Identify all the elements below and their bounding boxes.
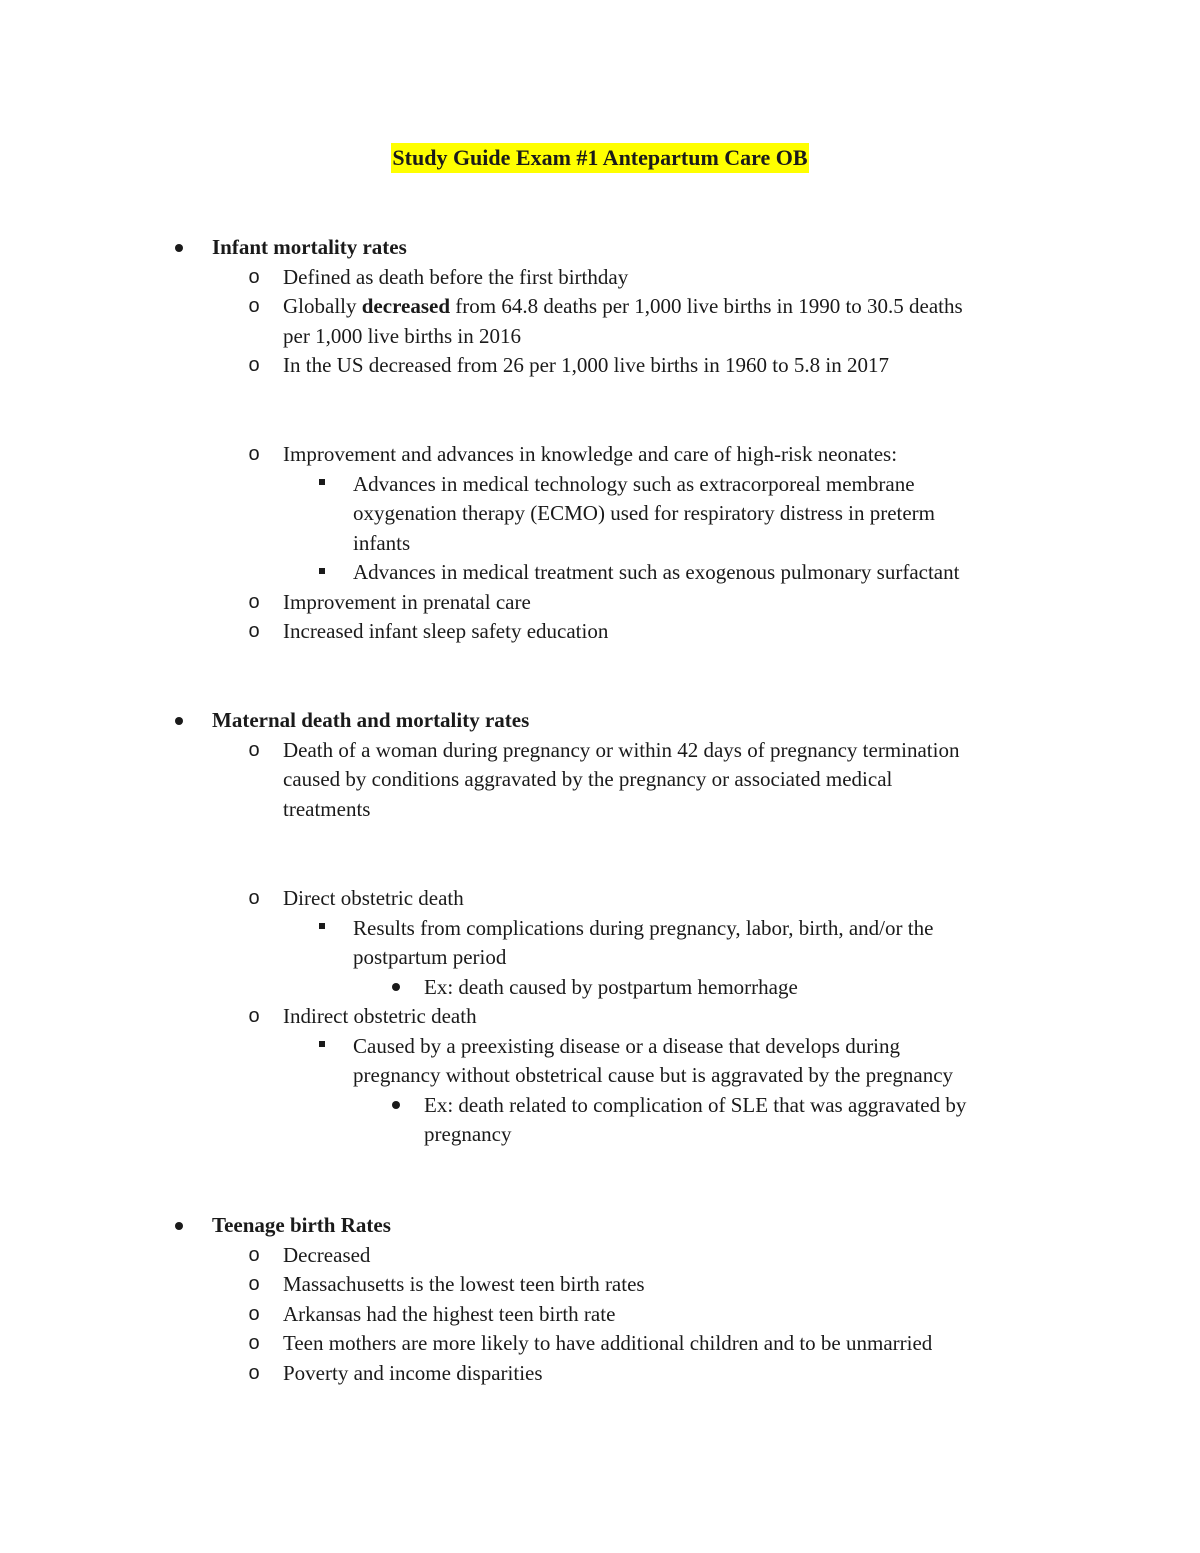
list-item-text: Massachusetts is the lowest teen birth rates (283, 1272, 645, 1296)
bullet-square-icon (314, 558, 330, 588)
bullet-square-icon (314, 914, 330, 944)
text-segment: Advances in medical technology such as extracorporeal membrane (353, 471, 915, 496)
bullet-o-icon: o (248, 1302, 260, 1325)
list-item (0, 617, 1200, 647)
list-item-text: Improvement in prenatal care (283, 589, 531, 614)
bullet-o-icon: o (248, 1361, 260, 1384)
section-heading: Maternal death and mortality rates (212, 708, 530, 732)
list-item-text (283, 292, 1053, 351)
title-container (0, 143, 1200, 174)
list-item (0, 1091, 1200, 1150)
list-item (0, 1032, 1200, 1091)
list-item-text (353, 470, 1053, 559)
bullet-dot-icon (170, 233, 188, 263)
bullet-o-icon: o (248, 620, 260, 642)
list-item (0, 1329, 1200, 1359)
list-item-text (283, 736, 1053, 825)
text-segment: caused by conditions aggravated by the pregnancy or associated medical (283, 767, 893, 791)
text-segment: Caused by a preexisting disease or a disease that develops during (353, 1033, 901, 1058)
list-item (0, 233, 1200, 263)
list-item (0, 1359, 1200, 1389)
bullet-o-icon: o (248, 1005, 260, 1027)
list-item-text: Arkansas had the highest teen birth rate (283, 1301, 616, 1326)
list-item (0, 1241, 1200, 1271)
bullet-o-icon: o (248, 354, 260, 376)
list-item (0, 351, 1200, 381)
section-heading: Teenage birth Rates (212, 1213, 391, 1237)
list-item-text (353, 1032, 1053, 1091)
bullet-o-icon: o (248, 1332, 260, 1354)
list-item (0, 1002, 1200, 1032)
bullet-dot-icon (170, 1211, 188, 1241)
list-item-text: Teen mothers are more likely to have additional children and to be unmarried (283, 1331, 933, 1355)
bullet-dot-icon (170, 706, 188, 736)
list-item (0, 1270, 1200, 1300)
list-item (0, 440, 1200, 470)
bullet-o-icon: o (248, 443, 260, 465)
bullet-o-icon: o (248, 887, 260, 909)
bullet-o-icon: o (248, 295, 260, 317)
text-segment: Results from complications during pregnancy, labor, birth, and/or the (353, 915, 934, 940)
bullet-o-icon: o (248, 1273, 260, 1295)
list-item (0, 588, 1200, 618)
section-heading: Infant mortality rates (212, 235, 407, 259)
list-item-text: Direct obstetric death (283, 886, 464, 910)
list-item-text (424, 1091, 1054, 1150)
list-item (0, 706, 1200, 736)
list-item-text: Improvement and advances in knowledge and care of high-risk neonates: (283, 442, 898, 466)
text-segment: Ex: death related to complication of SLE that was aggravated by (424, 1092, 967, 1117)
text-segment: per 1,000 live births in 2016 (283, 323, 521, 348)
bullet-dot-icon (388, 1091, 404, 1121)
bullet-o-icon: o (248, 1243, 260, 1266)
text-segment: treatments (283, 796, 371, 821)
text-segment: Globally (283, 294, 362, 318)
list-item-text: Defined as death before the first birthday (283, 264, 629, 289)
text-segment: infants (353, 530, 411, 555)
bullet-square-icon (314, 1032, 330, 1062)
list-item-text: Poverty and income disparities (283, 1360, 543, 1385)
bullet-dot-icon (388, 973, 404, 1003)
list-item (0, 1211, 1200, 1241)
text-segment: pregnancy (424, 1122, 512, 1146)
page-title: Study Guide Exam #1 Antepartum Care OB (391, 143, 808, 173)
section-infant-mortality (0, 233, 1200, 381)
list-item-text: Indirect obstetric death (283, 1004, 477, 1028)
list-item-text (353, 914, 1053, 973)
list-item (0, 558, 1200, 588)
list-item (0, 884, 1200, 914)
list-item-text: Decreased (283, 1242, 371, 1267)
section-maternal-mortality (0, 706, 1200, 824)
list-item-text: In the US decreased from 26 per 1,000 live births in 1960 to 5.8 in 2017 (283, 353, 889, 377)
bullet-o-icon: o (248, 265, 260, 288)
bullet-square-icon (314, 470, 330, 500)
list-item (0, 736, 1200, 825)
text-segment: pregnancy without obstetrical cause but is aggravated by the pregnancy (353, 1063, 954, 1087)
section-infant-improvements (0, 440, 1200, 647)
bullet-o-icon: o (248, 738, 260, 761)
list-item-text: Advances in medical treatment such as exogenous pulmonary surfactant (353, 560, 960, 584)
text-segment: oxygenation therapy (ECMO) used for respiratory distress in preterm (353, 501, 936, 525)
emphasis-text: decreased (361, 294, 451, 318)
section-maternal-types (0, 884, 1200, 1150)
list-item (0, 292, 1200, 351)
list-item-text: Increased infant sleep safety education (283, 619, 609, 643)
list-item (0, 1300, 1200, 1330)
section-teenage-birth (0, 1211, 1200, 1388)
bullet-o-icon: o (248, 590, 260, 613)
list-item (0, 973, 1200, 1003)
text-segment: postpartum period (353, 945, 507, 969)
list-item (0, 263, 1200, 293)
list-item-text: Ex: death caused by postpartum hemorrhage (424, 974, 798, 999)
text-segment: from 64.8 deaths per 1,000 live births in 1990 to 30.5 deaths (450, 294, 963, 318)
list-item (0, 914, 1200, 973)
list-item (0, 470, 1200, 559)
text-segment: Death of a woman during pregnancy or within 42 days of pregnancy termination (283, 737, 960, 762)
